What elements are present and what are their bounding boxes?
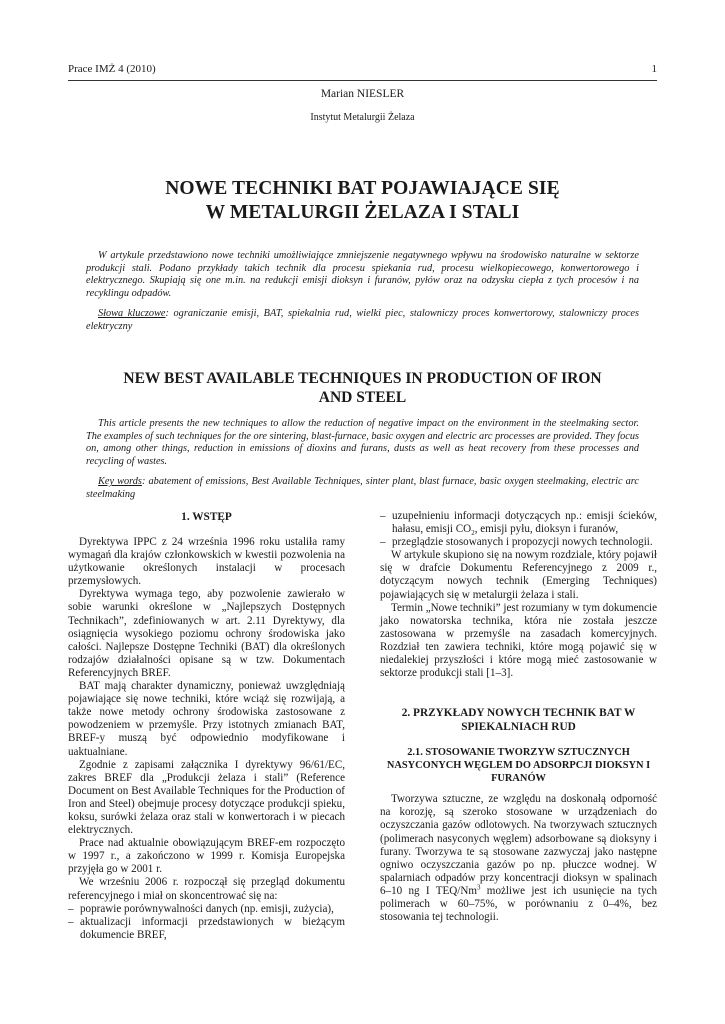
keywords-polish-label: Słowa kluczowe bbox=[98, 308, 166, 319]
paragraph: We wrześniu 2006 r. rozpoczął się przegląd dokumentu referencyjnego i miał on skoncentrować się na: bbox=[68, 876, 345, 902]
author-name: Marian NIESLER bbox=[320, 88, 405, 100]
paragraph-text: Tworzywa sztuczne, ze względu na doskonałą odporność na korozję, są szeroko stosowane w urządzeniach do oczyszczania gazów odlotowych. Na tworzywach sztucznych (polimerach nasyconych węglem) adsorbowane są dioksyny i furany. Tworzywa te są stosowane zazwyczaj jako następne ogniwo oczyszczania gazów po np. płuczce wodnej. W spalarniach odpadów przy koncentracji dioksyn w spalinach 6–10 ng I TEQ/Nm bbox=[380, 793, 657, 897]
page-number: 1 bbox=[651, 63, 657, 75]
keywords-english-label: Key words bbox=[98, 476, 142, 487]
paragraph: Termin „Nowe techniki” jest rozumiany w tym dokumencie jako nowatorska technika, która nie została jeszcze zastosowana w przemyśle na zasadach komercyjnych. Rozdział ten zawiera techniki, które mogą pojawić się w niedalekiej przyszłości i które mogą mieć zastosowanie w sektorze produkcji stali [1–3]. bbox=[380, 601, 657, 680]
list-item-text: , emisji pyłu, dioksyn i furanów, bbox=[474, 523, 619, 536]
title-english-line-2: AND STEEL bbox=[318, 389, 407, 406]
list-item-text: uzupełnieniu informacji dotyczących np.: emisji ścieków, hałasu, emisji CO bbox=[392, 510, 657, 536]
section-2-heading: 2. PRZYKŁADY NOWYCH TECHNIK BAT W SPIEKALNIACH RUD bbox=[401, 707, 636, 734]
title-polish-line-1: NOWE TECHNIKI BAT POJAWIAJĄCE SIĘ bbox=[165, 178, 560, 199]
keywords-polish bbox=[86, 308, 639, 333]
keywords-english bbox=[86, 476, 639, 501]
list-item: – aktualizacji informacji przedstawionych w bieżącym dokumencie BREF, bbox=[68, 916, 345, 942]
column-spacer bbox=[380, 680, 657, 706]
co2-subscript: 2 bbox=[471, 529, 475, 538]
left-column bbox=[68, 510, 345, 942]
list-item: – poprawie porównywalności danych (np. emisji, zużycia), bbox=[68, 903, 345, 916]
running-header bbox=[68, 63, 657, 75]
title-english-line-1: NEW BEST AVAILABLE TECHNIQUES IN PRODUCTION OF IRON bbox=[123, 370, 602, 387]
review-list-left bbox=[68, 903, 345, 942]
paragraph-text: możliwe jest ich usunięcie na tych polimerach w 60–75%, w porównaniu z 0–4%, bez stosowania tej technologii. bbox=[380, 884, 657, 924]
paragraph bbox=[380, 793, 657, 924]
title-polish bbox=[60, 177, 665, 225]
header-rule bbox=[68, 80, 657, 81]
paragraph: Prace nad aktualnie obowiązującym BREF-em rozpoczęto w 1997 r., a zakończono w 1999 r. Komisja Europejska przyjęła go w 2001 r. bbox=[68, 837, 345, 876]
title-english bbox=[60, 369, 665, 407]
abstract-english bbox=[86, 418, 639, 468]
paragraph: Dyrektywa IPPC z 24 września 1996 roku ustaliła ramy wymagań dla krajów członkowskich w kwestii pozwolenia na użytkowanie określonych instalacji w procesach przemysłowych. bbox=[68, 536, 345, 588]
paragraph: Dyrektywa wymaga tego, aby pozwolenie zawierało w sobie warunki określone w „Najlepszych Dostępnych Technikach”, zdefiniowanych w art. 2.11 Dyrektywy, dla osiągnięcia wysokiego poziomu ochrony środowiska jako całości. Najlepsze Dostępne Techniki (BAT) dla określonych rodzajów działalności opisane są w tzw. Dokumentach Referencyjnych BREF. bbox=[68, 588, 345, 679]
abstract-polish bbox=[86, 250, 639, 300]
paragraph: W artykule skupiono się na nowym rozdziale, który pojawił się w drafcie Dokumentu Referencyjnego z 2009 r., dotyczącym nowych technik (Emerging Techniques) pojawiających się w metalurgii żelaza i stali. bbox=[380, 549, 657, 601]
unit-superscript: 3 bbox=[477, 883, 481, 892]
keywords-polish-text: : ograniczanie emisji, BAT, spiekalnia rud, wielki piec, stalowniczy proces konwertorowy, stalowniczy proces elektryczny bbox=[86, 308, 639, 332]
paragraph: Zgodnie z zapisami załącznika I dyrektywy 96/61/EC, zakres BREF dla „Produkcji żelaza i stali” (Reference Document on Best Available Techniques for the Production of Iron and Steel) obejmuje procesy dotyczące produkcji spieku, koksu, surówki żelaza oraz stali w konwertorach i w piecach elektrycznych. bbox=[68, 758, 345, 837]
title-polish-line-2: W METALURGII ŻELAZA I STALI bbox=[205, 202, 520, 223]
section-2-1-heading: 2.1. STOSOWANIE TWORZYW SZTUCZNYCH NASYCONYCH WĘGLEM DO ADSORPCJI DIOKSYN I FURANÓW bbox=[386, 747, 651, 785]
right-column bbox=[380, 510, 657, 924]
list-item bbox=[380, 510, 657, 536]
review-list-right bbox=[380, 510, 657, 549]
section-1-heading: 1. WSTĘP bbox=[181, 511, 232, 523]
paragraph: BAT mają charakter dynamiczny, ponieważ uwzględniają pojawiające się nowe techniki, które wciąż się rozwijają, a także nowe metody ochrony środowiska zastosowane z powodzeniem w przemyśle. Przy istotnych zmianach BAT, BREF-y muszą być odpowiednio modyfikowane i uaktualniane. bbox=[68, 680, 345, 758]
keywords-english-text: : abatement of emissions, Best Available Techniques, sinter plant, blast furnace, basic oxygen steelmaking, electric arc steelmaking bbox=[86, 476, 639, 500]
abstract-english-text: This article presents the new techniques to allow the reduction of negative impact on the environment in the steelmaking sector. The examples of such techniques for the ore sintering, blast-furnace, basic oxygen and electric arc processes are provided. They focus on, among other things, reduction in emissions of dioxins and furans, dusts as well as heat recovery from these processes and recycling of wastes. bbox=[86, 418, 639, 467]
list-item: – przeglądzie stosowanych i propozycji nowych technologii. bbox=[380, 536, 657, 549]
affiliation: Instytut Metalurgii Żelaza bbox=[310, 112, 415, 123]
journal-name: Prace IMŻ 4 (2010) bbox=[68, 63, 156, 75]
abstract-polish-text: W artykule przedstawiono nowe techniki umożliwiające zmniejszenie negatywnego wpływu na środowisko naturalne w sektorze produkcji stali. Podano przykłady takich technik dla procesu spiekania rud, procesu wielkopiecowego, konwertorowego i elektrycznego. Skupiają się one m.in. na redukcji emisji dioksyn i furanów, pyłów oraz na odzysku ciepła z tych procesów i na recyklingu odpadów. bbox=[86, 250, 639, 299]
